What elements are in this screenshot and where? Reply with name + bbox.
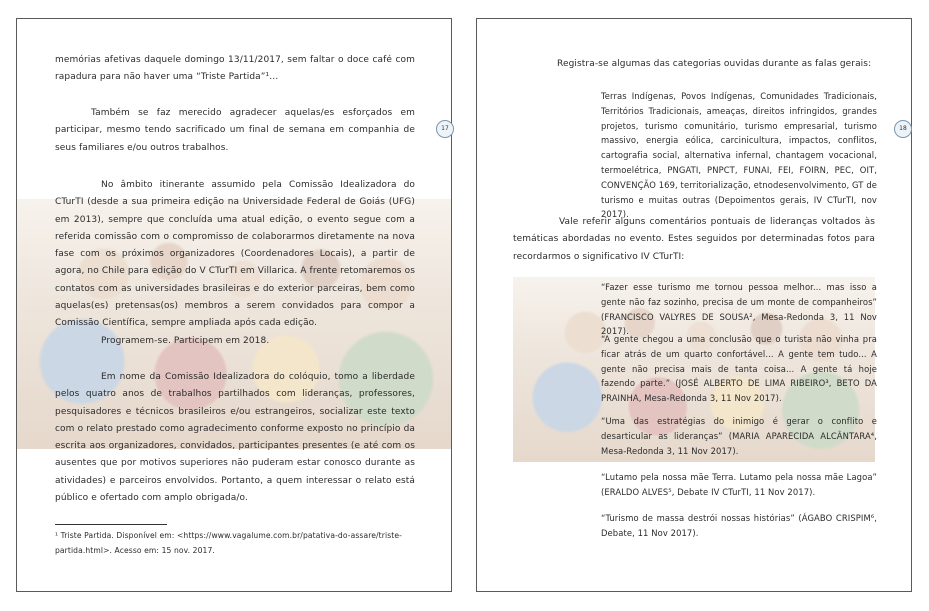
document-page-right (476, 18, 912, 592)
categories-quote: Terras Indígenas, Povos Indígenas, Comunidades Tradicionais, Territórios Tradicionais, ameaças, direitos infringidos, grandes projetos, turismo comunitário, turismo empresarial, turismo massivo, energia eólica, carcinicultura, impactos, conflitos, cartografia social, alternativa infernal, chantagem vocacional, termoelétrica, PNGATI, PNPCT, FUNAI, FEI, FOIRN, PEC, OIT, CONVENÇÃO 169, territorialização, etnodesenvolvimento, GT de turismo e muitas outras (Depoimentos gerais, IV CTurTI, nov 2017). (601, 91, 877, 220)
paragraph-program: Programem-se. Participem em 2018. (101, 336, 270, 346)
footnote-rule (55, 524, 167, 525)
paragraph-name: Em nome da Comissão Idealizadora do colóquio, tomo a liberdade pelos quatro anos de trabalhos partilhados com lideranças, professores, pesquisadores e técnicos brasileiros e/ou estrangeiros, socializar este texto com o relato prestado como agradecimento conforme exposto no princípio da escrita aos organizadores, convidados, participantes presentes (e até com os ausentes que por motivos superiores não puderam estar conosco durante as atividades) e parceiros envolvidos. Portanto, a quem interessar o relato está público e ofertado com amplo obrigada/o. (55, 372, 415, 504)
footnote: ¹ Triste Partida. Disponível em: <https://www.vagalume.com.br/patativa-do-assare/triste-partida.html>. Acesso em: 15 nov. 2017. (55, 531, 402, 555)
intro-line: Registra-se algumas das categorias ouvidas durante as falas gerais: (557, 59, 872, 69)
paragraph-memories: memórias afetivas daquele domingo 13/11/2017, sem faltar o doce café com rapadura para não haver uma “Triste Partida”¹… (55, 55, 415, 83)
page-number-right: 18 (894, 120, 912, 138)
paragraph-comments: Vale referir alguns comentários pontuais de lideranças voltados às temáticas abordadas no evento. Estes seguidos por determinadas fotos para recordarmos o significativo IV CTurTI: (513, 217, 875, 262)
quote-item: “Lutamo pela nossa mãe Terra. Lutamo pela nossa mãe Lagoa” (ERALDO ALVES⁵, Debate IV CTurTI, 11 Nov 2017). (601, 472, 877, 497)
quote-item: “A gente chegou a uma conclusão que o turista não vinha pra ficar atrás de um quarto confortável... A gente tem tudo... A gente não precisa mais de tanta coisa... A gente tá hoje fazendo parte.” (JOSÉ ALBERTO DE LIMA RIBEIRO³, BETO DA PRAINHA, Mesa-Redonda 3, 11 Nov 2017). (601, 334, 877, 404)
document-page-left (16, 18, 452, 592)
quote-item: “Turismo de massa destrói nossas histórias” (ÁGABO CRISPIM⁶, Debate, 11 Nov 2017). (601, 513, 877, 538)
page-number-left: 17 (436, 120, 454, 138)
quote-item: “Fazer esse turismo me tornou pessoa melhor... mas isso a gente não faz sozinho, precisa de um monte de companheiros” (FRANCISCO VALYRES DE SOUSA², Mesa-Redonda 3, 11 Nov 2017). (601, 282, 877, 337)
paragraph-itinerant: No âmbito itinerante assumido pela Comissão Idealizadora do CTurTI (desde a sua primeira edição na Universidade Federal de Goiás (UFG) em 2013), sempre que concluída uma atual edição, o evento segue com a referida comissão com o compromisso de colaborarmos diretamente na nova fase com os próximos organizadores (Coordenadores Locais), a partir de agora, no Chile para edição do V CTurTI em Villarica. A frente retomaremos os contatos com as universidades brasileiras e do exterior parceiras, bem como aquelas(es) pretensas(os) membros a serem convidados para compor a Comissão Científica, sempre ampliada após cada edição. (55, 180, 415, 329)
paragraph-thanks: Também se faz merecido agradecer aquelas/es esforçados em participar, mesmo tendo sacrificado um final de semana em companhia de seus familiares e/ou outros trabalhos. (55, 108, 415, 153)
quote-item: “Uma das estratégias do inimigo é gerar o conflito e desarticular as lideranças” (MARIA APARECIDA ALCÂNTARA⁴, Mesa-Redonda 3, 11 Nov 2017). (601, 416, 877, 456)
